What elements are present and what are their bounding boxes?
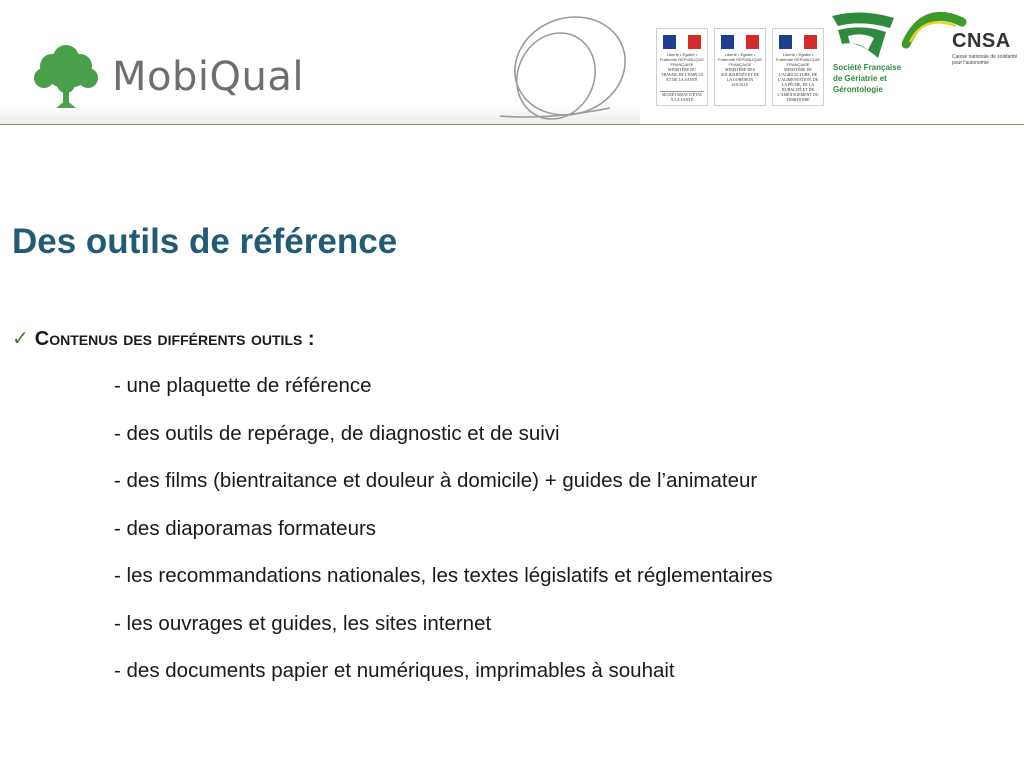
sfgg-logo	[828, 10, 896, 62]
french-flag-icon	[721, 35, 759, 49]
list-item: - une plaquette de référence	[114, 374, 372, 397]
cnsa-name: CNSA	[952, 30, 1011, 52]
tree-logo	[30, 40, 102, 110]
section-heading	[12, 326, 315, 351]
ministry-name: MINISTÈRE DES SOLIDARITÉS ET DE LA COHÉSION SOCIALE	[721, 67, 759, 87]
header-divider	[0, 124, 1024, 125]
list-item: - des outils de repérage, de diagnostic et de suivi	[114, 421, 560, 445]
ministry-sub: SECRÉTARIAT D'ÉTAT À LA SANTÉ	[661, 92, 703, 102]
section-label: Contenus des différents outils :	[34, 328, 315, 350]
french-flag-icon	[663, 35, 701, 49]
ministry-name: MINISTÈRE DE L'AGRICULTURE, DE L'ALIMENTATION, DE LA PÊCHE, DE LA RURALITÉ ET DE L'AMÉNAGEMENT DU TERRITOIRE	[777, 67, 819, 102]
list-item: - des films (bientraitance et douleur à domicile) + guides de l’animateur	[114, 469, 758, 492]
list-item: - des diaporamas formateurs	[114, 516, 377, 540]
list-item: - les ouvrages et guides, les sites internet	[114, 611, 492, 635]
tool-list	[114, 372, 773, 705]
header-banner	[0, 0, 1024, 128]
list-item: - les recommandations nationales, les textes législatifs et réglementaires	[114, 564, 773, 587]
slide-title: Des outils de référence	[12, 222, 398, 261]
ministry-emblem-travail	[656, 28, 708, 106]
french-flag-icon	[779, 35, 817, 49]
republique-label: Liberté • Égalité • Fraternité RÉPUBLIQUE FRANÇAISE	[776, 52, 821, 67]
ministry-name: MINISTÈRE DU TRAVAIL DE L'EMPLOI ET DE LA SANTÉ	[661, 67, 703, 82]
swirl-graphic	[490, 8, 650, 126]
republique-label: Liberté • Égalité • Fraternité RÉPUBLIQUE FRANÇAISE	[660, 52, 705, 67]
check-icon: ✓	[12, 328, 29, 350]
cnsa-subtitle: Caisse nationale de solidarité pour l'autonomie	[952, 54, 1018, 66]
republique-label: Liberté • Égalité • Fraternité RÉPUBLIQUE FRANÇAISE	[718, 52, 763, 67]
ministry-emblem-agriculture	[772, 28, 824, 106]
ministry-emblem-solidarites	[714, 28, 766, 106]
list-item: - des documents papier et numériques, imprimables à souhait	[114, 659, 675, 682]
brand-name: MobiQual	[112, 54, 304, 100]
sfgg-label: Société Française de Gériatrie et Gérontologie	[833, 63, 902, 94]
